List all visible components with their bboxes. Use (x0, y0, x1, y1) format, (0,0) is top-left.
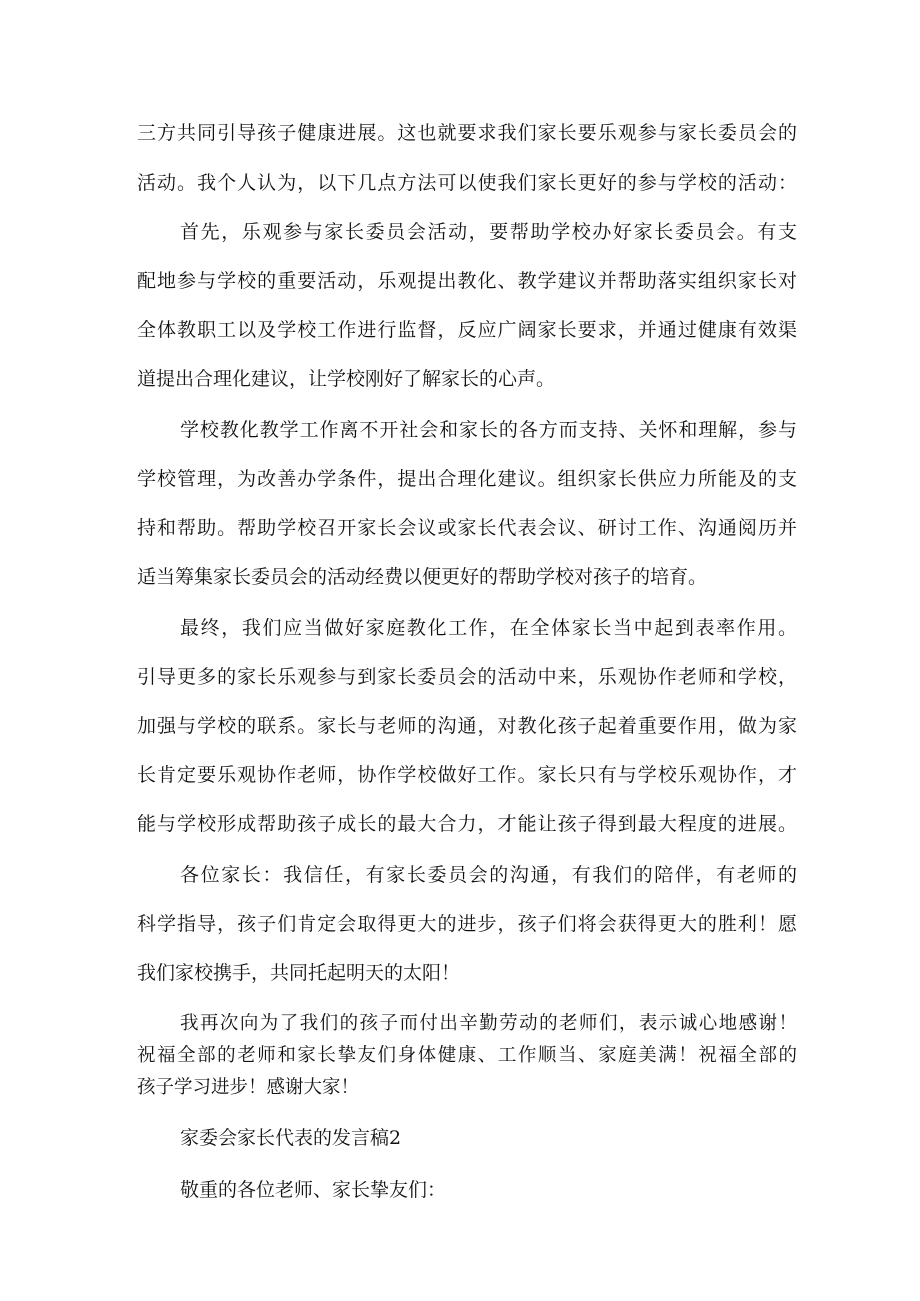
paragraph-5-line-3: 我们家校携手，共同托起明天的太阳！ (137, 962, 461, 984)
paragraph-5-line-1: 各位家长：我信任，有家长委员会的沟通，有我们的陪伴，有老师的 (180, 864, 797, 886)
salutation: 敬重的各位老师、家长挚友们： (180, 1179, 447, 1201)
paragraph-1-line-2: 活动。我个人认为，以下几点方法可以使我们家长更好的参与学校的活动： (137, 172, 797, 194)
paragraph-6-line-1: 我再次向为了我们的孩子而付出辛勤劳动的老师们，表示诚心地感谢！ (180, 1013, 797, 1034)
paragraph-3-line-3: 持和帮助。帮助学校召开家长会议或家长代表会议、研讨工作、沟通阅历并 (137, 517, 797, 539)
section-heading: 家委会家长代表的发言稿2 (180, 1127, 402, 1149)
paragraph-6-line-2: 祝福全部的老师和家长挚友们身体健康、工作顺当、家庭美满！祝福全部的 (137, 1045, 797, 1066)
paragraph-2-line-2: 配地参与学校的重要活动，乐观提出教化、教学建议并帮助落实组织家长对 (137, 270, 797, 292)
paragraph-5-line-2: 科学指导，孩子们肯定会取得更大的进步，孩子们将会获得更大的胜利！愿 (137, 913, 797, 935)
paragraph-4-line-1: 最终，我们应当做好家庭教化工作，在全体家长当中起到表率作用。 (180, 617, 797, 639)
paragraph-4-line-5: 能与学校形成帮助孩子成长的最大合力，才能让孩子得到最大程度的进展。 (137, 813, 797, 835)
paragraph-4-line-2: 引导更多的家长乐观参与到家长委员会的活动中来，乐观协作老师和学校， (137, 666, 797, 688)
paragraph-3-line-1: 学校教化教学工作离不开社会和家长的各方而支持、关怀和理解，参与 (180, 419, 797, 441)
paragraph-2-line-1: 首先，乐观参与家长委员会活动，要帮助学校办好家长委员会。有支 (180, 221, 797, 243)
paragraph-4-line-4: 长肯定要乐观协作老师，协作学校做好工作。家长只有与学校乐观协作，才 (137, 764, 797, 786)
paragraph-1-line-1: 三方共同引导孩子健康进展。这也就要求我们家长要乐观参与家长委员会的 (137, 122, 797, 144)
paragraph-6-line-3: 孩子学习进步！感谢大家！ (137, 1077, 360, 1098)
paragraph-2-line-4: 道提出合理化建议，让学校刚好了解家长的心声。 (137, 368, 556, 390)
paragraph-3-line-2: 学校管理，为改善办学条件，提出合理化建议。组织家长供应力所能及的支 (137, 468, 797, 490)
paragraph-4-line-3: 加强与学校的联系。家长与老师的沟通，对教化孩子起着重要作用，做为家 (137, 715, 797, 737)
paragraph-2-line-3: 全体教职工以及学校工作进行监督，反应广阔家长要求，并通过健康有效渠 (137, 319, 797, 341)
paragraph-3-line-4: 适当筹集家长委员会的活动经费以便更好的帮助学校对孩子的培育。 (137, 566, 708, 588)
